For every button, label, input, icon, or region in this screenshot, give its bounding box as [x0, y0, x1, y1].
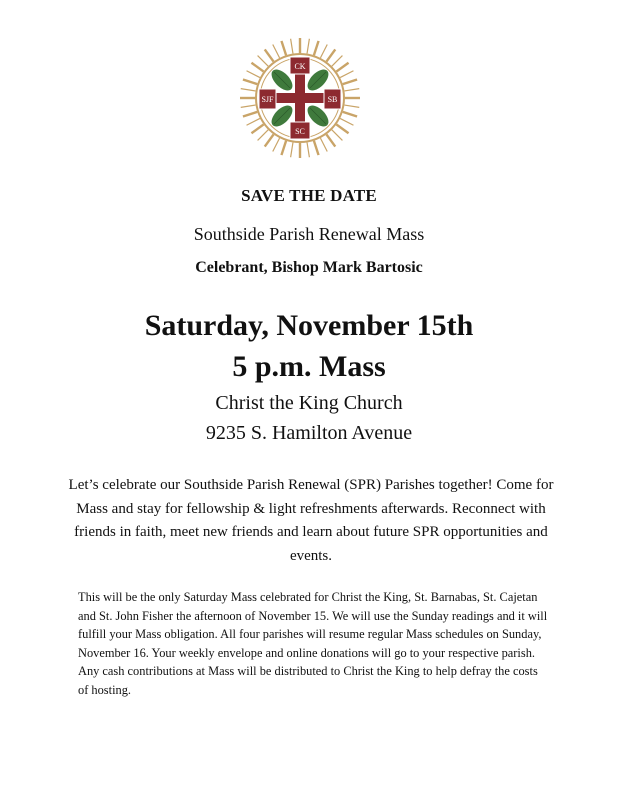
details-paragraph: This will be the only Saturday Mass celebrated for Christ the King, St. Barnabas, St. Cajetan and St. John Fisher the afternoon of November 15. We will use the Sunday readings and it will fulfill your Mass obligation. All four parishes will resume regular Mass schedules on Sunday, November 16. Your weekly envelope and online donations will go to your respective parish. Any cash contributions at Mass will be distributed to Christ the King to help defray the costs of hosting. [78, 590, 548, 697]
event-address: 9235 S. Hamilton Avenue [205, 422, 413, 444]
save-the-date-heading: SAVE THE DATE [241, 186, 377, 205]
svg-text:CK: CK [294, 62, 306, 71]
svg-text:SJF: SJF [261, 95, 274, 104]
celebrant-line: Celebrant, Bishop Mark Bartosic [195, 259, 423, 276]
parish-cross-emblem-icon [238, 36, 362, 160]
event-name: Southside Parish Renewal Mass [193, 224, 425, 244]
event-date: Saturday, November 15th [144, 309, 474, 342]
event-location: Christ the King Church [215, 392, 403, 414]
event-time: 5 p.m. Mass [232, 350, 386, 383]
svg-text:SB: SB [327, 95, 338, 104]
intro-paragraph: Let’s celebrate our Southside Parish Renewal (SPR) Parishes together! Come for Mass and stay for fellowship & light refreshments afterwards. Reconnect with friends in faith, meet new friends and learn about future SPR opportunities and events. [68, 477, 554, 564]
svg-text:SC: SC [295, 127, 305, 136]
